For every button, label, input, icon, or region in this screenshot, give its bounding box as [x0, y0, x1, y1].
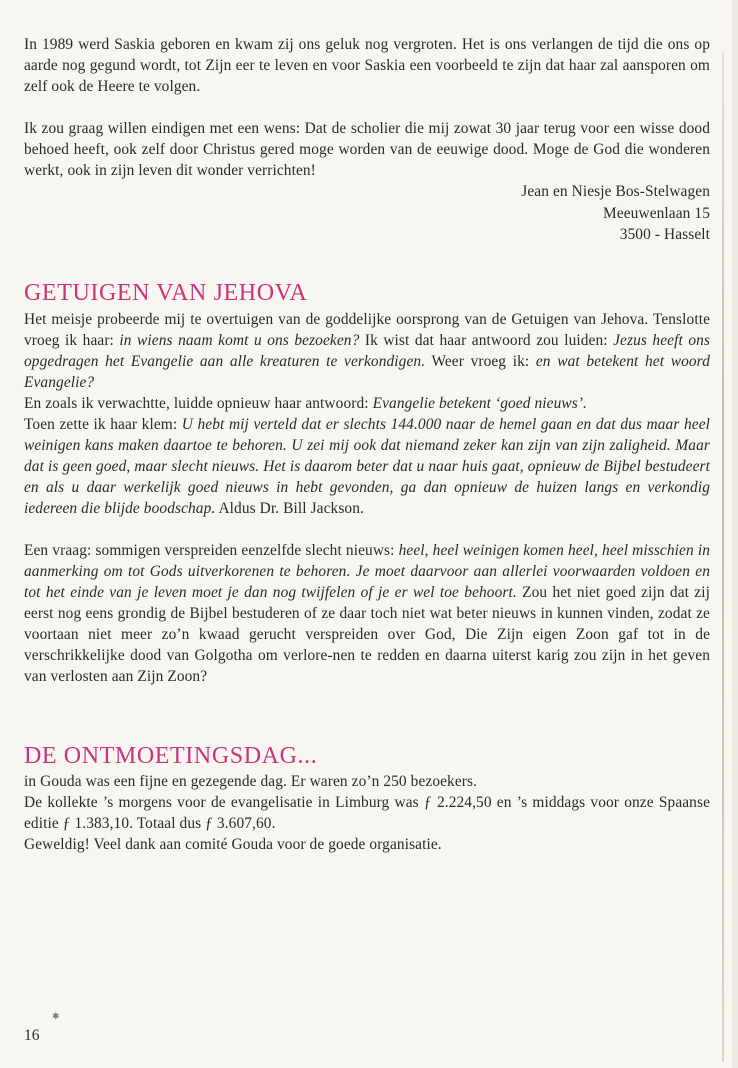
signature-city: 3500 - Hasselt: [619, 226, 710, 243]
signature-block: [24, 181, 710, 246]
ontmoetingsdag-paragraph-3: Geweldig! Veel dank aan comité Gouda voor de goede organisatie.: [24, 835, 442, 853]
section-title-ontmoetingsdag: DE ONTMOETINGSDAG...: [24, 742, 318, 769]
section-title-getuigen: GETUIGEN VAN JEHOVA: [24, 279, 308, 306]
intro-paragraph-1: In 1989 werd Saskia geboren en kwam zij ons geluk nog vergroten. Het is ons verlangen de tijd die ons op aarde nog gegund wordt, tot Zijn eer te leven en voor Saskia een voorbeeld te zijn dat haar zal aansporen om zelf ook de Heere te volgen.: [24, 36, 710, 95]
page-number: 16: [24, 1027, 40, 1044]
page-edge-shadow: [732, 0, 738, 1068]
jehova-paragraph-3: Toen zette ik haar klem: U hebt mij verteld dat er slechts 144.000 naar de hemel gaan en dat dus maar heel weinigen kans maken daartoe te behoren. U zei mij ook dat niemand zeker kan zijn van zijn zaligheid. Maar dat is geen goed, maar slecht nieuws. Het is daarom beter dat u naar huis gaat, opnieuw de Bijbel bestudeert en als u daar werkelijk goed nieuws in hebt gevonden, ga dan opnieuw de huizen langs en verkondig iedereen die blijde boodschap. Aldus Dr. Bill Jackson.: [24, 415, 710, 517]
jehova-paragraph-1: Het meisje probeerde mij te overtuigen van de goddelijke oorsprong van de Getuigen van Jehova. Tenslotte vroeg ik haar: in wiens naam komt u ons bezoeken? Ik wist dat haar antwoord zou luiden: Jezus heeft ons opgedragen het Evangelie aan alle kreaturen te verkondigen. Weer vroeg ik: en wat betekent het woord Evangelie?: [24, 310, 710, 391]
signature-name: Jean en Niesje Bos-Stelwagen: [521, 183, 710, 200]
printer-mark-icon: ✱: [52, 1011, 60, 1021]
ontmoetingsdag-paragraph-2: De kollekte ’s morgens voor de evangelisatie in Limburg was ƒ 2.224,50 en ’s middags voor onze Spaanse editie ƒ 1.383,10. Totaal dus ƒ 3.607,60.: [24, 793, 710, 832]
document-page: [24, 34, 710, 855]
page-edge-line: [722, 52, 724, 1062]
intro-paragraph-2: Ik zou graag willen eindigen met een wens: Dat de scholier die mij zowat 30 jaar terug voor een wisse dood behoed heeft, ook zelf door Christus gered moge worden van de eeuwige dood. Moge de God die wonderen werkt, ook in zijn leven dit wonder verrichten!: [24, 120, 710, 179]
jehova-paragraph-4: Een vraag: sommigen verspreiden eenzelfde slecht nieuws: heel, heel weinigen komen heel, heel misschien in aanmerking om tot Gods uitverkorenen te behoren. Je moet daarvoor aan allerlei voorwaarden voldoen en tot het einde van je leven moet je dan nog twijfelen of je er wel toe behoort. Zou het niet goed zijn dat zij eerst nog eens grondig de Bijbel bestuderen of ze daar toch niet wat beter nieuws in kunnen vinden, zodat ze voortaan niet meer zo’n kwaad gerucht verspreiden over God, Die Zijn eigen Zoon gaf tot in de verschrikkelijke dood van Golgotha om verlore-nen te redden en daarna uiterst karig zou zijn in het geven van verlosten aan Zijn Zoon?: [24, 541, 710, 685]
ontmoetingsdag-paragraph-1: in Gouda was een fijne en gezegende dag. Er waren zo’n 250 bezoekers.: [24, 772, 478, 790]
signature-street: Meeuwenlaan 15: [603, 204, 710, 222]
jehova-paragraph-2: En zoals ik verwachtte, luidde opnieuw haar antwoord: Evangelie betekent ‘goed nieuws’.: [24, 394, 588, 412]
